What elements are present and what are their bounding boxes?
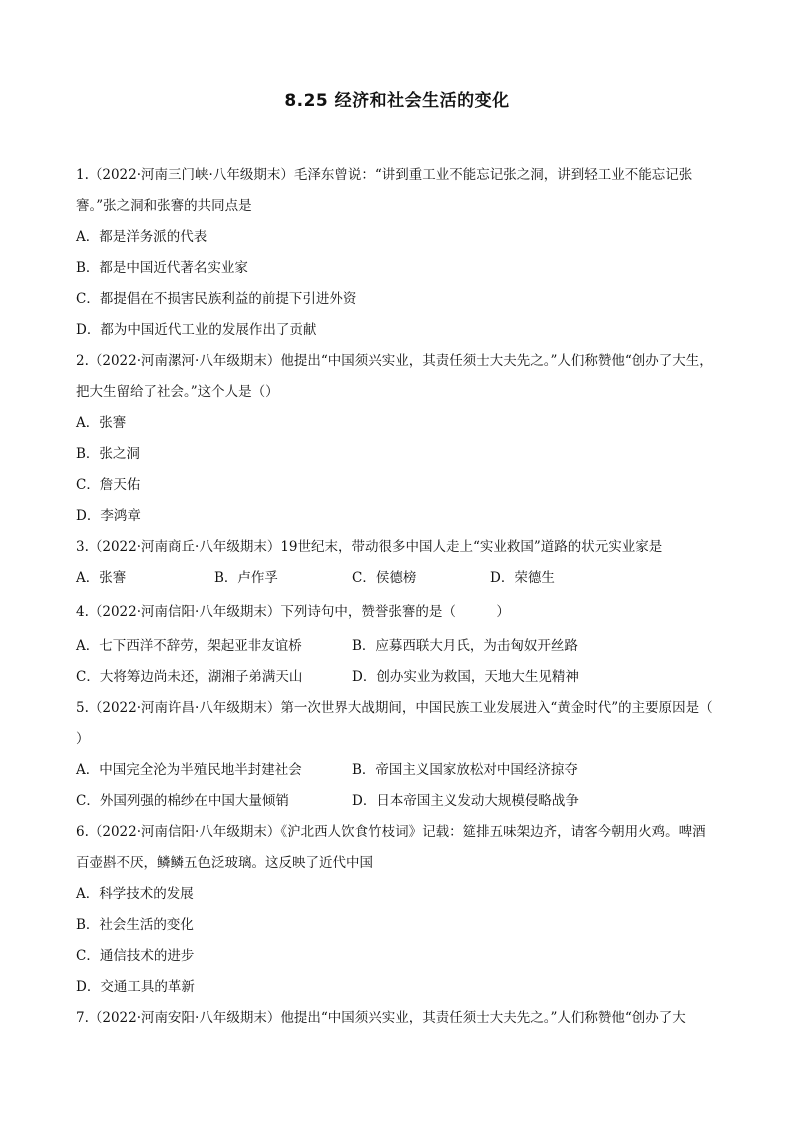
option-c: C．外国列强的棉纱在中国大量倾销 [76, 793, 289, 809]
option-c: C．侯德榜 [352, 570, 417, 586]
option-c: C．都提倡在不损害民族利益的前提下引进外资 [76, 291, 357, 307]
option-b: B．张之洞 [76, 446, 140, 462]
option-d: D．都为中国近代工业的发展作出了贡献 [76, 322, 317, 338]
option-a: A．张謇 [76, 415, 127, 431]
question-5 [76, 693, 716, 817]
question-stem: 1.（2022·河南三门峡·八年级期末）毛泽东曾说：“讲到重工业不能忘记张之洞，讲到轻工业不能忘记张謇。”张之洞和张謇的共同点是 [76, 167, 693, 214]
option-d: D．交通工具的革新 [76, 979, 195, 995]
question-3 [76, 532, 716, 594]
option-c: C．通信技术的进步 [76, 948, 195, 964]
question-2 [76, 346, 716, 532]
option-c: C．大将筹边尚未还，湖湘子弟满天山 [76, 669, 303, 685]
option-a: A．都是洋务派的代表 [76, 229, 208, 245]
options-row [76, 755, 716, 786]
option-b: B．帝国主义国家放松对中国经济掠夺 [352, 762, 578, 778]
option-a: A．张謇 [76, 570, 127, 586]
question-list [76, 160, 716, 1034]
question-stem: 4.（2022·河南信阳·八年级期末）下列诗句中，赞誉张謇的是（ ） [76, 604, 510, 620]
question-6 [76, 817, 716, 1003]
option-c: C．詹天佑 [76, 477, 141, 493]
option-d: D．日本帝国主义发动大规模侵略战争 [352, 793, 579, 809]
option-d: D．李鸿章 [76, 508, 141, 524]
question-7 [76, 1003, 716, 1034]
question-1 [76, 160, 716, 346]
question-4 [76, 597, 716, 693]
option-a: A．七下西洋不辞劳，架起亚非友谊桥 [76, 638, 302, 654]
option-a: A．科学技术的发展 [76, 886, 194, 902]
option-d: D．荣德生 [490, 570, 555, 586]
option-d: D．创办实业为救国，天地大生见精神 [352, 669, 579, 685]
option-b: B．社会生活的变化 [76, 917, 194, 933]
question-stem: 6.（2022·河南信阳·八年级期末）《沪北西人饮食竹枝词》记载：筵排五味架边齐，请客今朝用火鸡。啤酒百壶斟不厌，鳞鳞五色泛玻璃。这反映了近代中国 [76, 824, 706, 871]
option-a: A．中国完全沦为半殖民地半封建社会 [76, 762, 302, 778]
options-row [76, 563, 716, 594]
question-stem: 3.（2022·河南商丘·八年级期末）19世纪末，带动很多中国人走上“实业救国”道路的状元实业家是 [76, 539, 663, 555]
question-stem: 7.（2022·河南安阳·八年级期末）他提出“中国须兴实业，其责任须士大夫先之。”人们称赞他“创办了大 [76, 1010, 686, 1026]
page-title: 8.25 经济和社会生活的变化 [284, 91, 510, 111]
option-b: B．都是中国近代著名实业家 [76, 260, 248, 276]
options-row [76, 662, 716, 693]
options-row [76, 631, 716, 662]
options-row [76, 786, 716, 817]
option-b: B．应募西联大月氏，为击匈奴开丝路 [352, 638, 578, 654]
question-stem: 2.（2022·河南漯河·八年级期末）他提出“中国须兴实业，其责任须士大夫先之。”人们称赞他“创办了大生，把大生留给了社会。”这个人是（） [76, 353, 713, 400]
question-stem: 5.（2022·河南许昌·八年级期末）第一次世界大战期间，中国民族工业发展进入“黄金时代”的主要原因是（ ） [76, 700, 713, 747]
option-b: B．卢作孚 [214, 570, 278, 586]
